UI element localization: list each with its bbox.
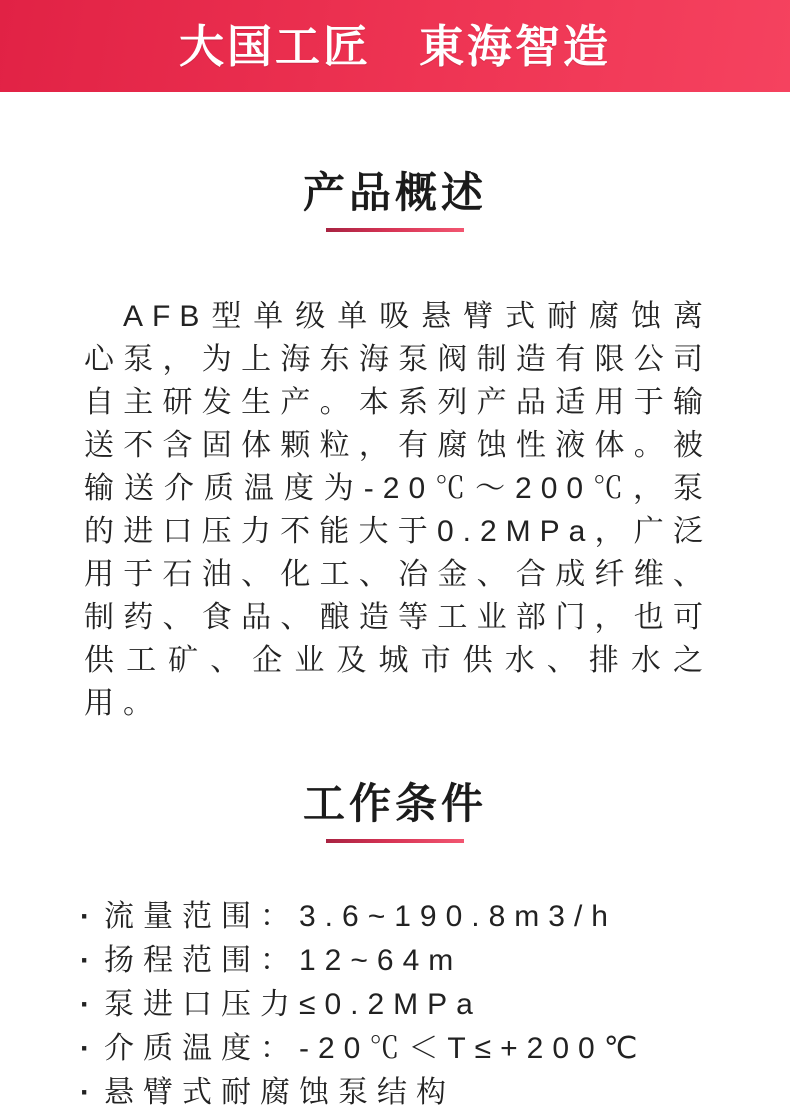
list-item-head-range xyxy=(80,939,730,983)
list-item-text: 悬臂式耐腐蚀泵结构 xyxy=(104,1076,455,1109)
banner-title: 大国工匠 東海智造 xyxy=(178,20,611,72)
bullet-icon: · xyxy=(80,944,90,977)
conditions-heading-underline xyxy=(326,839,464,843)
list-item-text: 流量范围：3.6~190.8m3/h xyxy=(104,900,617,933)
list-item-flow-range xyxy=(80,895,730,939)
bullet-icon: · xyxy=(80,900,90,933)
working-conditions-list xyxy=(0,895,790,1115)
list-item-text: 扬程范围：12~64m xyxy=(104,944,463,977)
top-banner xyxy=(0,0,790,92)
list-item-text: 介质温度：-20℃＜T≤+200℃ xyxy=(104,1032,647,1065)
working-conditions-section xyxy=(0,782,790,1115)
overview-heading-underline xyxy=(326,228,464,232)
bullet-icon: · xyxy=(80,988,90,1021)
bullet-icon: · xyxy=(80,1076,90,1109)
list-item-medium-temperature xyxy=(80,1027,730,1071)
product-overview-section xyxy=(0,171,790,725)
bullet-icon: · xyxy=(80,1032,90,1065)
list-item-structure xyxy=(80,1071,730,1115)
list-item-inlet-pressure xyxy=(80,983,730,1027)
list-item-text: 泵进口压力≤0.2MPa xyxy=(104,988,482,1021)
overview-heading: 产品概述 xyxy=(302,169,487,216)
overview-paragraph: AFB型单级单吸悬臂式耐腐蚀离心泵，为上海东海泵阀制造有限公司自主研发生产。本系列产品适用于输送不含固体颗粒，有腐蚀性液体。被输送介质温度为-20℃～200℃，泵的进口压力不能大于0.2MPa，广泛用于石油、化工、冶金、合成纤维、制药、食品、酿造等工业部门，也可供工矿、企业及城市供水、排水之用。 xyxy=(84,300,712,720)
conditions-heading: 工作条件 xyxy=(302,780,487,827)
